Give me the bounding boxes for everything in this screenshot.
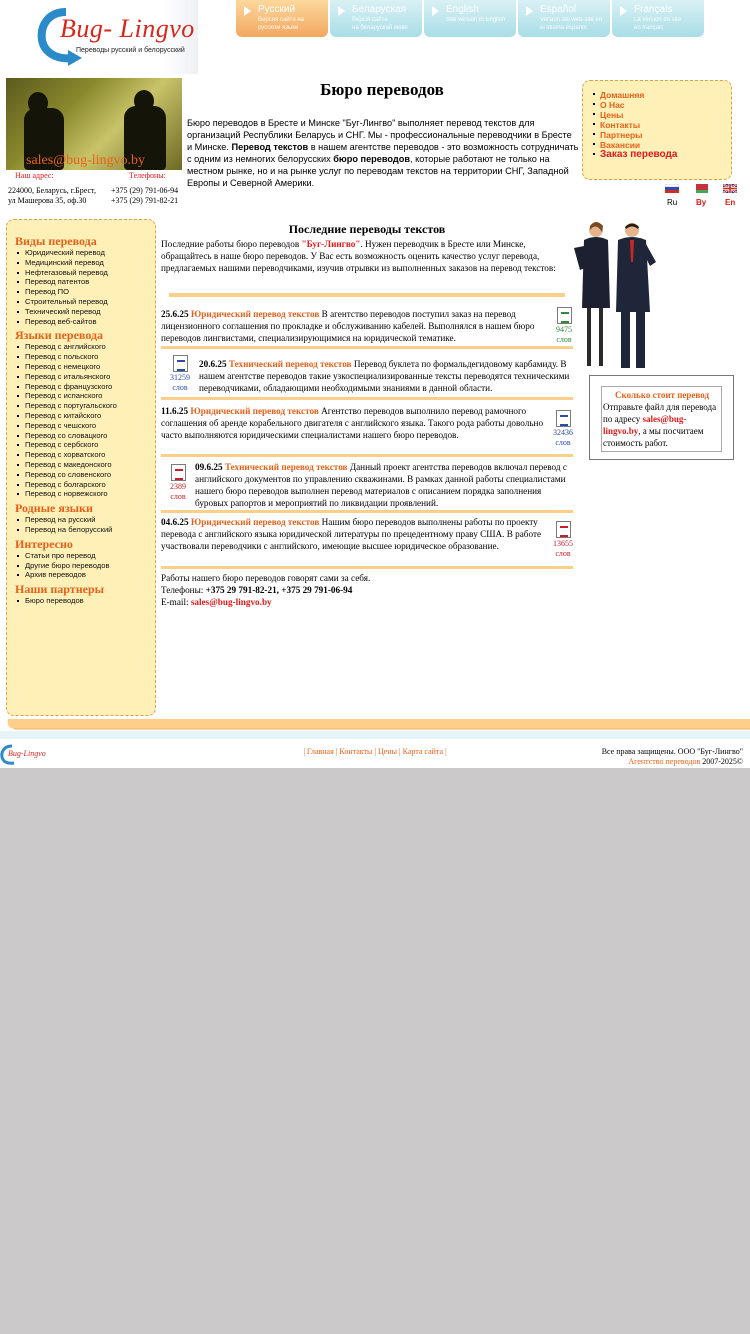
divider xyxy=(161,454,573,457)
phones-label: Телефоны: xyxy=(129,171,166,180)
word-unit: слов xyxy=(556,335,572,344)
years: 2007-2025© xyxy=(700,757,743,766)
flag-label-by[interactable]: By xyxy=(696,198,707,207)
word-file-icon xyxy=(556,410,571,427)
price-box-text: Отправьте файл для перевода по адресу xyxy=(603,402,717,424)
sidebar-item[interactable]: Перевод с французского xyxy=(25,382,155,392)
email-label: E-mail: xyxy=(161,597,191,607)
intro-text: в нашем агентстве переводов - это возможность сотрудничать с одним из немногих белорусских xyxy=(187,142,579,164)
play-icon xyxy=(432,6,439,16)
news-date: 09.6.25 xyxy=(195,462,223,472)
news-text: В агентство переводов поступил заказ на перевод лицензионного соглашения по прокладке и обслуживанию кабелей. Выполнялся в нашем бюро переводов лингвистами, специализирующимися на юридической тематике. xyxy=(161,309,535,343)
business-couple-illustration xyxy=(570,216,662,374)
lang-tab-title: Русский xyxy=(258,4,296,15)
news-kind-link[interactable]: Юридический перевод текстов xyxy=(190,309,320,319)
copyright: Все права защищены. ООО "Буг-Лингво" xyxy=(601,747,743,756)
sidebar-list xyxy=(25,342,155,499)
quick-menu-item-partners[interactable]: Партнеры xyxy=(600,130,731,140)
news-kind-link[interactable]: Технический перевод текстов xyxy=(224,462,348,472)
footer-link-home[interactable]: Главная xyxy=(306,747,334,756)
sidebar-item[interactable]: Перевод с польского xyxy=(25,352,155,362)
word-count: 32436 xyxy=(553,428,573,437)
price-box-text: , а мы посчитаем стоимость работ. xyxy=(603,426,704,448)
sidebar-item[interactable]: Медицинский перевод xyxy=(25,258,155,268)
quick-menu-item-prices[interactable]: Цены xyxy=(600,110,731,120)
footer-link-contacts[interactable]: Контакты xyxy=(339,747,373,756)
uk-flag-icon[interactable] xyxy=(723,184,737,193)
sidebar-list xyxy=(25,248,155,326)
news-item xyxy=(199,358,573,394)
lang-tab-spanish[interactable] xyxy=(518,0,610,37)
logo-subtitle: Переводы русский и белорусский xyxy=(76,47,185,54)
lang-tab-sub: Версія сайта xyxy=(352,17,388,23)
divider xyxy=(161,510,573,513)
news-intro xyxy=(161,238,573,274)
belarus-flag-icon[interactable] xyxy=(694,184,708,193)
news-text: Агентство переводов выполнило перевод рамочного соглашения об аренде корабельного двигателя с английского языка. Такого рода работы довольно часто выполняются юридическими специалистами нашего бюро переводов. xyxy=(161,406,544,440)
contact-summary-email xyxy=(161,596,573,608)
word-unit: слов xyxy=(555,438,571,447)
sidebar-item[interactable]: Перевод с английского xyxy=(25,342,155,352)
sidebar-item[interactable]: Перевод с норвежского xyxy=(25,489,155,499)
sidebar-item[interactable]: Перевод с испанского xyxy=(25,391,155,401)
play-icon xyxy=(244,6,251,16)
email-link[interactable]: sales@bug-lingvo.by xyxy=(190,597,272,607)
news-date: 20.6.25 xyxy=(199,359,227,369)
page-title: Бюро переводов xyxy=(320,80,444,99)
address-line: ул Машерова 35, оф.30 xyxy=(8,196,87,205)
quick-menu xyxy=(582,80,732,180)
sidebar-item[interactable]: Статьи про перевод xyxy=(25,551,155,561)
russia-flag-icon[interactable] xyxy=(665,184,679,193)
divider xyxy=(161,397,573,400)
price-box-inner xyxy=(601,386,722,452)
news-intro-text: Последние работы бюро переводов xyxy=(161,239,302,249)
lang-tab-title: English xyxy=(446,4,479,15)
sidebar xyxy=(6,219,156,716)
sidebar-item[interactable]: Перевод с хорватского xyxy=(25,450,155,460)
sidebar-item[interactable]: Перевод веб-сайтов xyxy=(25,317,155,327)
contact-summary xyxy=(161,572,573,608)
news-kind-link[interactable]: Технический перевод текстов xyxy=(228,359,352,369)
play-icon xyxy=(620,6,627,16)
price-box-title[interactable]: Сколько стоит перевод xyxy=(615,390,709,400)
news-title: Последние переводы текстов xyxy=(288,222,446,236)
phone-number: +375 (29) 791-82-21 xyxy=(111,196,179,205)
word-doc-icon[interactable] xyxy=(551,410,575,448)
lang-tab-title: Español xyxy=(540,4,577,15)
word-count: 2389 xyxy=(170,482,186,491)
lang-tab-sub: русском языке xyxy=(258,25,299,31)
sidebar-item[interactable]: Юридический перевод xyxy=(25,248,155,258)
sidebar-section-title: Родные языки xyxy=(15,501,93,516)
agency-link[interactable]: Агентство переводов xyxy=(628,757,701,766)
lang-tab-english[interactable] xyxy=(424,0,516,37)
pdf-file-icon xyxy=(556,521,571,538)
sidebar-list xyxy=(25,596,155,606)
lang-tab-belarusian[interactable] xyxy=(330,0,422,37)
intro-bold: бюро переводов xyxy=(333,154,411,164)
news-date: 11.6.25 xyxy=(161,406,189,416)
sidebar-item[interactable]: Перевод на русский xyxy=(25,515,155,525)
lang-tab-title: Français xyxy=(634,4,673,15)
footer-decor-strip xyxy=(0,719,750,739)
quick-menu-item-vacancies[interactable]: Вакансии xyxy=(600,140,731,150)
phones-value: +375 29 791-82-21, +375 29 791-06-94 xyxy=(205,585,353,595)
sidebar-section-title: Языки перевода xyxy=(15,328,104,343)
price-box-email-link[interactable]: sales@bug-lingvo.by xyxy=(603,414,687,436)
pdf-file-icon xyxy=(171,464,186,481)
lang-tab-sub: Site version in English xyxy=(446,17,506,23)
divider xyxy=(169,293,565,297)
lang-tab-sub: en français xyxy=(634,25,664,31)
sidebar-item[interactable]: Перевод со словацкого xyxy=(25,431,155,441)
contact-summary-line: Работы нашего бюро переводов говорят сами за себя. xyxy=(161,573,371,583)
sidebar-item[interactable]: Перевод с итальянского xyxy=(25,372,155,382)
sidebar-item[interactable]: Перевод с немецкого xyxy=(25,362,155,372)
sidebar-item[interactable]: Перевод с чешского xyxy=(25,421,155,431)
intro-bold: Перевод текстов xyxy=(231,142,309,152)
address-line: 224000, Беларусь, г.Брест, xyxy=(8,186,96,195)
news-intro-text: . Нужен переводчик в Бресте или Минске, обращайтесь в наше бюро переводов. У Вас есть возможность оценить качество услуг перевода, предлагаемых нашими переводчиками, изучив отрывки из выполненных заказов на перевод текстов: xyxy=(161,239,556,273)
lang-tab-russian[interactable] xyxy=(236,0,328,37)
divider xyxy=(161,346,573,349)
intro-text: , которые работают не только на местном рынке, но и на рынке услуг по переводам текстов на территории СНГ, Западной Европы и Северной Америки. xyxy=(187,154,569,188)
quick-menu-item-about[interactable]: О Нас xyxy=(600,100,731,110)
copyright-years xyxy=(590,757,743,766)
phones-label: Телефоны: xyxy=(161,585,206,595)
play-icon xyxy=(338,6,345,16)
flag-label-en[interactable]: En xyxy=(725,198,736,207)
price-box xyxy=(589,375,734,460)
word-file-icon xyxy=(173,355,188,372)
news-intro-company: "Буг-Лингво" xyxy=(301,239,361,249)
lang-tab-french[interactable] xyxy=(612,0,704,37)
news-date: 04.6.25 xyxy=(161,517,189,527)
sidebar-list xyxy=(25,551,155,580)
flag-label-ru[interactable]: Ru xyxy=(667,198,678,207)
lang-tab-sub: La version du site xyxy=(634,17,682,23)
quick-menu-item-order[interactable]: Заказ перевода xyxy=(600,150,731,160)
footer-logo-icon[interactable] xyxy=(0,743,46,765)
phone-number: +375 (29) 791-06-94 xyxy=(111,186,179,195)
news-item xyxy=(161,516,546,552)
lang-tab-sub: Версия сайта на xyxy=(258,17,304,23)
sidebar-item[interactable]: Перевод ПО xyxy=(25,287,155,297)
word-count: 13655 xyxy=(553,539,573,548)
footer-link-prices[interactable]: Цены xyxy=(378,747,397,756)
news-item xyxy=(161,405,546,441)
sidebar-item[interactable]: Технический перевод xyxy=(25,307,155,317)
sidebar-section-title: Интересно xyxy=(15,536,73,551)
sidebar-item[interactable]: Другие бюро переводов xyxy=(25,561,155,571)
sidebar-section-title: Наши партнеры xyxy=(15,582,104,597)
address-label: Наш адрес: xyxy=(15,171,54,180)
svg-text:Bug-Lingvo: Bug-Lingvo xyxy=(8,749,46,758)
sidebar-item[interactable]: Бюро переводов xyxy=(25,596,155,606)
news-text: Перевод буклета по формальдегидовому карбамиду. В нашем агентстве переводов такие узкоспециализированные тексты переводятся техническими переводчиками, обладающими необходимыми знаниями в данной области. xyxy=(199,359,570,393)
lang-tab-sub: на беларускай мове xyxy=(352,25,408,31)
lang-tab-sub: Versión del web-site en xyxy=(540,17,603,23)
lang-tab-sub: el idioma español xyxy=(540,25,587,31)
sidebar-list xyxy=(25,515,155,535)
sidebar-item[interactable]: Строительный перевод xyxy=(25,297,155,307)
word-unit: слов xyxy=(170,492,186,501)
word-count: 31259 xyxy=(170,373,190,382)
word-unit: слов xyxy=(172,383,188,392)
quick-menu-item-contacts[interactable]: Контакты xyxy=(600,120,731,130)
contact-summary-phones xyxy=(161,584,573,596)
news-kind-link[interactable]: Юридический перевод текстов xyxy=(190,406,319,416)
news-kind-link[interactable]: Юридический перевод текстов xyxy=(190,517,320,527)
sidebar-item[interactable]: Перевод со словенского xyxy=(25,470,155,480)
news-item xyxy=(195,461,573,509)
word-count: 9475 xyxy=(556,325,572,334)
sidebar-item[interactable]: Перевод с македонского xyxy=(25,460,155,470)
sidebar-item[interactable]: Архив переводов xyxy=(25,570,155,580)
sidebar-section-title: Виды перевода xyxy=(15,234,97,248)
sidebar-item[interactable]: Нефтегазовый перевод xyxy=(25,268,155,278)
quick-menu-item-home[interactable]: Домашняя xyxy=(600,90,731,100)
pdf-doc-icon[interactable] xyxy=(166,464,190,502)
pdf-doc-icon[interactable] xyxy=(551,521,575,559)
footer-links: | Главная | Контакты | Цены | Карта сайта | xyxy=(303,747,447,756)
divider xyxy=(161,566,573,569)
lang-tab-title: Беларуская xyxy=(352,4,407,15)
play-icon xyxy=(526,6,533,16)
news-date: 25.6.25 xyxy=(161,309,189,319)
sidebar-item[interactable]: Перевод с болгарского xyxy=(25,480,155,490)
sidebar-item[interactable]: Перевод с португальского xyxy=(25,401,155,411)
word-unit: слов xyxy=(555,549,571,558)
sidebar-item[interactable]: Перевод с сербского xyxy=(25,440,155,450)
logo-title: Bug- Lingvo xyxy=(60,14,195,43)
news-text: Данный проект агентства переводов включал перевод с английского документов по управлению скважинами. В рамках данной работы специалистами нашего бюро переводов выполнен перевод материалов с описанием порядка заполнения буровых рапортов и мероприятий по ликвидации проявлений. xyxy=(195,462,567,508)
sidebar-item[interactable]: Перевод с китайского xyxy=(25,411,155,421)
sidebar-item[interactable]: Перевод патентов xyxy=(25,277,155,287)
intro-text: Бюро переводов в Бресте и Минске "Буг-Лингво" выполняет перевод текстов для организаций Республики Беларусь и СНГ. Мы - профессиональные переводчики в Бресте и Минске. xyxy=(187,118,572,152)
footer-link-sitemap[interactable]: Карта сайта xyxy=(402,747,444,756)
sidebar-item[interactable]: Перевод на белорусский xyxy=(25,525,155,535)
site-logo[interactable] xyxy=(0,0,198,74)
intro-paragraph xyxy=(187,117,579,189)
news-text: Нашим бюро переводов выполнены работы по проекту перевода с английского языка юридической литературы по прецедентному праву США. В работе участвовали переводчики с английского, имеющие высшее юридическое образование. xyxy=(161,517,542,551)
header-email-link[interactable]: sales@bug-lingvo.by xyxy=(26,153,146,168)
word-doc-icon[interactable] xyxy=(168,355,192,393)
news-item xyxy=(161,308,546,344)
